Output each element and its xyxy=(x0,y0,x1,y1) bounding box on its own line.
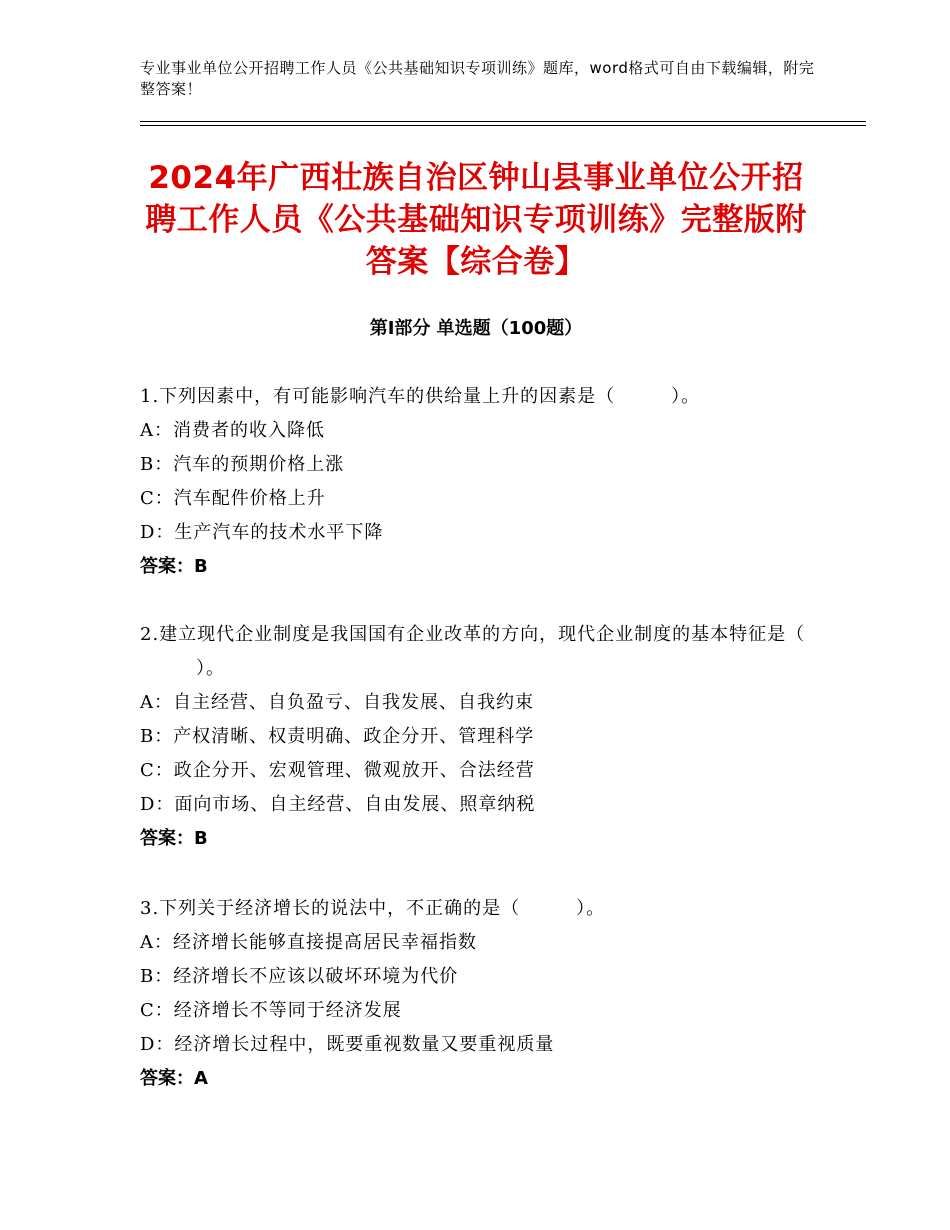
option-c: C：汽车配件价格上升 xyxy=(140,488,326,509)
option-d: D：生产汽车的技术水平下降 xyxy=(140,522,384,543)
header-rule-bottom xyxy=(140,125,866,126)
option-d: D：经济增长过程中，既要重视数量又要重视质量 xyxy=(140,1034,555,1055)
answer-key: 答案：A xyxy=(140,1068,208,1089)
answer-key: 答案：B xyxy=(140,828,208,849)
option-b: B：产权清晰、权责明确、政企分开、管理科学 xyxy=(140,726,535,747)
option-d: D：面向市场、自主经营、自由发展、照章纳税 xyxy=(140,794,536,815)
option-b: B：经济增长不应该以破坏环境为代价 xyxy=(140,966,459,987)
question-stem-start: 1.下列因素中，有可能影响汽车的供给量上升的因素是（ xyxy=(140,386,616,407)
option-a: A：经济增长能够直接提高居民幸福指数 xyxy=(140,932,477,953)
question-stem-end: ）。 xyxy=(671,386,701,407)
answer-key: 答案：B xyxy=(140,556,208,577)
section-heading: 第Ⅰ部分 单选题（100题） xyxy=(369,318,583,339)
question-1 xyxy=(140,380,820,584)
question-3 xyxy=(140,892,820,1096)
option-b: B：汽车的预期价格上涨 xyxy=(140,454,345,475)
header-rule-top xyxy=(140,121,866,122)
question-stem-start: 2.建立现代企业制度是我国国有企业改革的方向，现代企业制度的基本特征是（ xyxy=(140,624,806,645)
question-stem xyxy=(140,892,820,926)
question-stem-end: ）。 xyxy=(196,658,225,679)
document-title: 2024年广西壮族自治区钟山县事业单位公开招聘工作人员《公共基础知识专项训练》完整版附答案【综合卷】 xyxy=(145,160,807,280)
question-stem xyxy=(140,380,820,414)
option-c: C：经济增长不等同于经济发展 xyxy=(140,1000,402,1021)
question-stem-end: ）。 xyxy=(576,898,606,919)
option-a: A：自主经营、自负盈亏、自我发展、自我约束 xyxy=(140,692,534,713)
question-2 xyxy=(140,618,820,856)
option-c: C：政企分开、宏观管理、微观放开、合法经营 xyxy=(140,760,535,781)
option-a: A：消费者的收入降低 xyxy=(140,420,325,441)
question-stem-start: 3.下列关于经济增长的说法中，不正确的是（ xyxy=(140,898,521,919)
header-note: 专业事业单位公开招聘工作人员《公共基础知识专项训练》题库，word格式可自由下载编辑，附完整答案！ xyxy=(140,59,815,98)
question-stem xyxy=(140,618,820,686)
